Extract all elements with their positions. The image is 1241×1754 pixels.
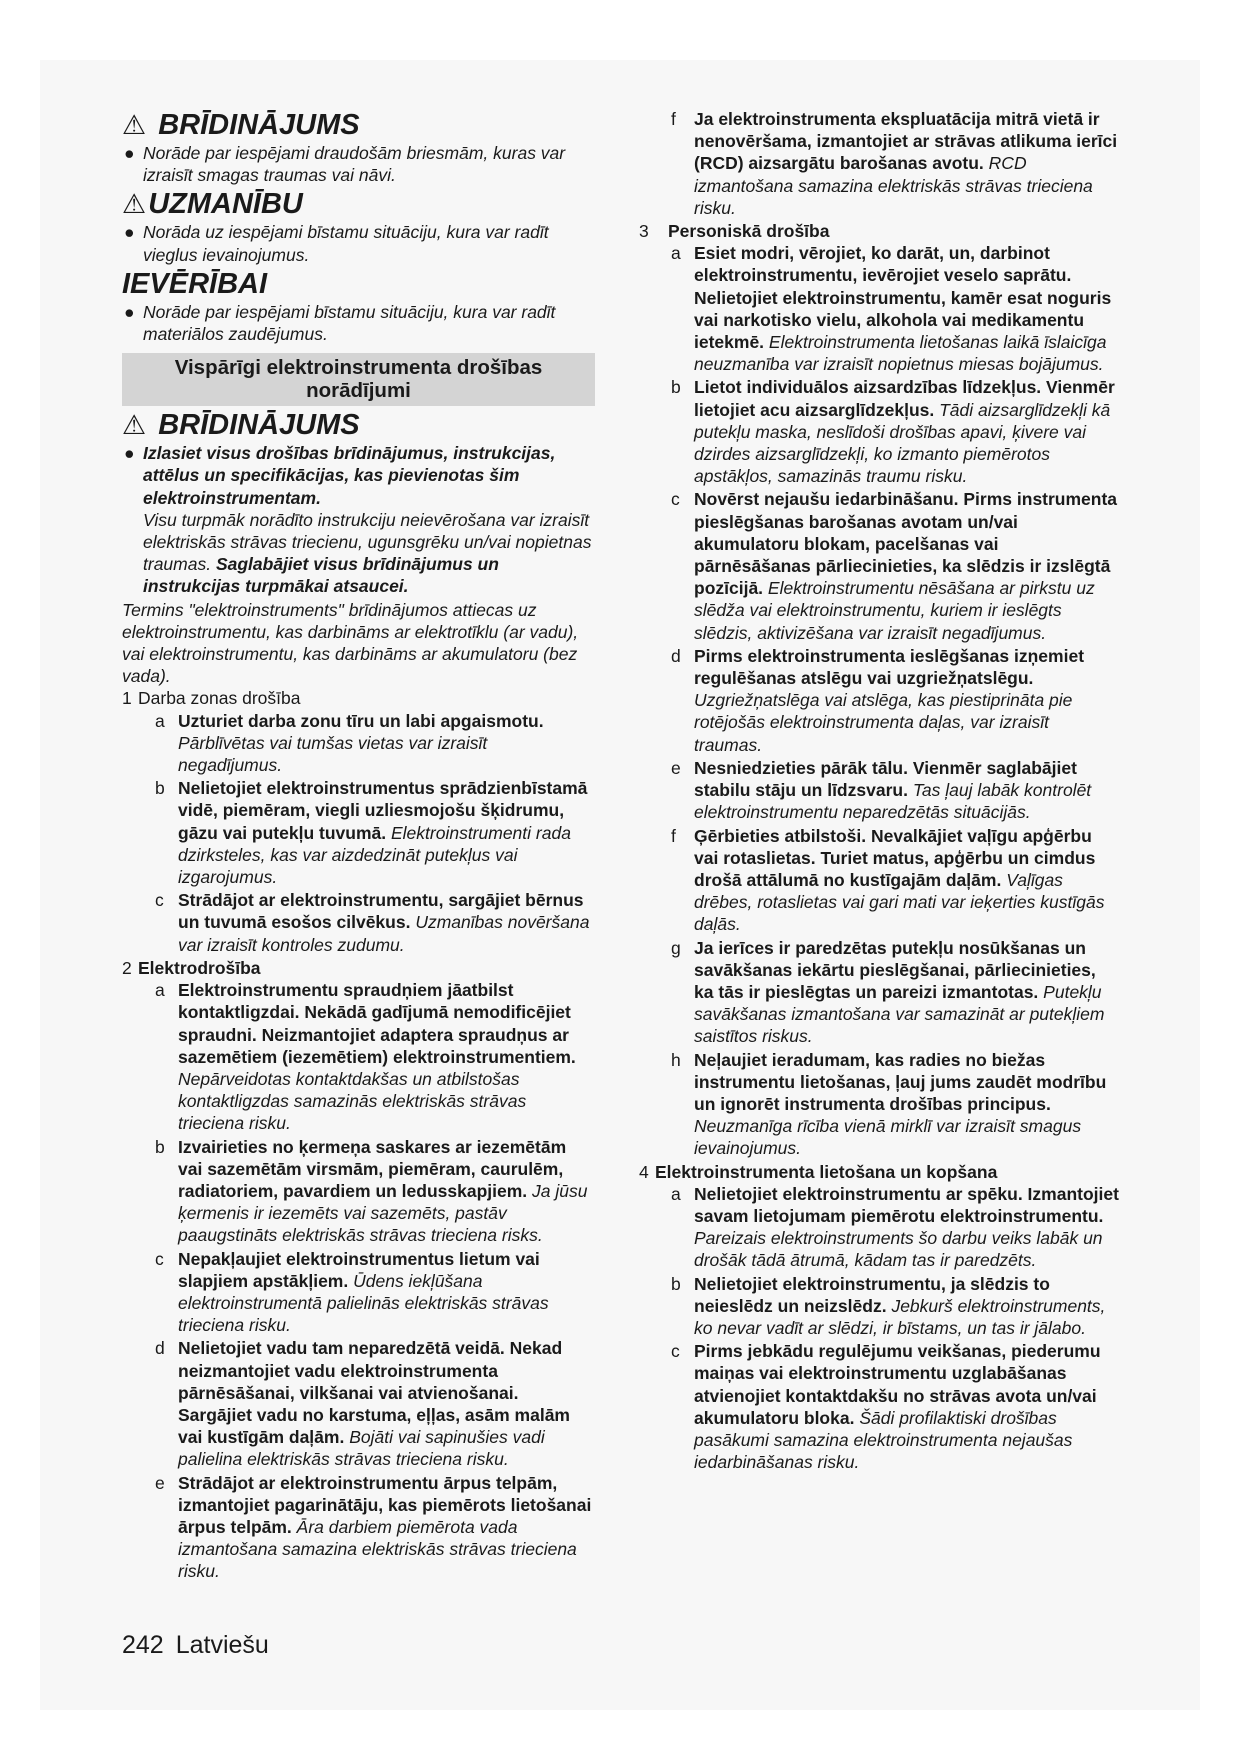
read-instructions-bullet: ● Izlasiet visus drošības brīdinājumus, instrukcijas, attēlus un specifikācijas, kas pievienotas šim elektroinstrumentam. Visu turpmāk norādīto instrukciju neievērošana var izraisīt elektriskās strāvas triecienu, ugunsgrēku un/vai nopietnas traumas. Saglabājiet visus brīdinājumus un instrukcijas turpmākai atsaucei. [124,443,592,597]
list-item: a Uzturiet darba zonu tīru un labi apgaismotu. Pārblīvētas vai tumšas vietas var izraisīt negadījumus. [155,710,544,776]
list-item: e Strādājot ar elektroinstrumentu ārpus telpām, izmantojiet pagarinātāju, kas piemērots lietošanai ārpus telpām. Āra darbiem piemērota vada izmantošana samazina elektriskās strāvas trieciena risku. [155,1472,592,1582]
section-3-items [639,242,1119,1159]
notice-heading: IEVĒRĪBAI [122,267,268,300]
list-item: c Strādājot ar elektroinstrumentu, sargājiet bērnus un tuvumā esošos cilvēkus. Uzmanības novēršana var izraisīt kontroles zudumu. [155,890,590,955]
notice-bullet: ● Norāde par iespējami bīstamu situāciju, kura var radīt materiālos zaudējumus. [124,301,556,345]
list-item: f Ja elektroinstrumenta ekspluatācija mitrā vietā ir nenovēršama, izmantojiet ar strāvas atlikuma ierīci (RCD) aizsargātu barošanas avotu. RCD izmantošana samazina elektriskās strāvas trieciena risku. [671,109,1118,218]
list-item: f Ģērbieties atbilstoši. Nevalkājiet vaļīgu apģērbu vai rotaslietas. Turiet matus, apģērbu un cimdus drošā attālumā no kustīgajām daļām. Vaļīgas drēbes, rotaslietas vai gari mati var ieķerties kustīgās daļās. [671,825,1105,935]
list-item: d Nelietojiet vadu tam neparedzētā veidā. Nekad neizmantojiet vadu elektroinstrumenta pārnēsāšanai, vilkšanai vai atvienošanai. Sargājiet vadu no karstuma, eļļas, asām malām vai kustīgām daļām. Bojāti vai sapinušies vadi palielina elektriskās strāvas trieciena risku. [155,1338,570,1470]
section-3-heading: 3 Personiskā drošība [639,221,830,242]
warning-triangle-icon: ⚠ [122,110,147,140]
section-2-heading: 2 Elektrodrošība [122,957,261,978]
list-item: g Ja ierīces ir paredzētas putekļu nosūkšanas un savākšanas iekārtu pieslēgšanai, pārliecinieties, ka tās ir pieslēgtas un pareizi izmantotas. Putekļu savākšanas izmantošana var samazināt ar putekļiem saistītos riskus. [671,937,1105,1047]
warning-heading: ⚠ BRĪDINĀJUMS [122,109,360,141]
section-1-items [122,710,595,956]
page-footer [122,1630,269,1660]
right-column [639,108,1119,1474]
list-item: h Neļaujiet ieradumam, kas radies no biežas instrumentu lietošanas, ļauj jums zaudēt modrību un ignorēt instrumenta drošības principus. Neuzmanīga rīcība vienā mirklī var izraisīt smagus ievainojumus. [671,1049,1107,1159]
list-item: a Elektroinstrumentu spraudņiem jāatbilst kontaktligzdai. Nekādā gadījumā nemodificējiet spraudni. Neizmantojiet adaptera spraudņus ar sazemētiem (iezemētiem) elektroinstrumentiem. Nepārveidotas kontaktdakšas un atbilstošas kontaktligzdas samazinās elektriskās strāvas trieciena risku. [155,980,576,1134]
list-item: e Nesniedzieties pārāk tālu. Vienmēr saglabājiet stabilu stāju un līdzsvaru. Tas ļauj labāk kontrolēt elektroinstrumentu neparedzētās situācijās. [671,757,1092,823]
warning-heading-2: ⚠ BRĪDINĀJUMS [122,409,360,442]
list-item: b Nelietojiet elektroinstrumentus sprādzienbīstamā vidē, piemēram, viegli uzliesmojošu šķidrumu, gāzu vai putekļu tuvumā. Elektroinstrumenti rada dzirksteles, kas var aizdedzināt putekļus vai izgarojumus. [155,778,588,888]
list-item: d Pirms elektroinstrumenta ieslēgšanas izņemiet regulēšanas atslēgu vai uzgriežņatslēgu. Uzgriežņatslēga vai atslēga, kas piestiprināta pie rotējošās elektroinstrumenta daļas, var izraisīt traumas. [671,645,1085,755]
list-item: b Izvairieties no ķermeņa saskares ar iezemētām vai sazemētām virsmām, piemēram, caurulēm, radiatoriem, pavardiem un ledusskapjiem. Ja jūsu ķermenis ir iezemēts vai sazemēts, pastāv paaugstināts elektriskās strāvas trieciena risks. [155,1136,588,1246]
list-item: a Nelietojiet elektroinstrumentu ar spēku. Izmantojiet savam lietojumam piemērotu elektroinstrumentu. Pareizais elektroinstruments šo darbu veiks labāk un drošāk tādā ātrumā, kādam tas ir paredzēts. [671,1183,1119,1271]
section-2-items [122,979,595,1582]
list-item: b Lietot individuālos aizsardzības līdzekļus. Vienmēr lietojiet acu aizsarglīdzekļus. Tādi aizsarglīdzekļi kā putekļu maska, neslīdoši drošības apavi, ķivere vai dzirdes aizsarglīdzekļi, ko izmanto piemērotos apstākļos, samazinās traumu risku. [671,377,1115,487]
footer-language: Latviešu [175,1631,269,1659]
left-column [122,108,595,1584]
list-item: c Novērst nejaušu iedarbināšanu. Pirms instrumenta pieslēgšanas barošanas avotam un/vai akumulatoru blokam, pacelšanas vai pārnēsāšanas pārliecinieties, ka slēdzis ir izslēgtā pozīcijā. Elektroinstrumentu nēsāšana ar pirkstu uz slēdža vai elektroinstrumentu, kuriem ir ieslēgts slēdzis, aktivizēšana var izraisīt negadījumus. [671,489,1118,643]
section-1-heading: 1 Darba zonas drošība [122,688,301,709]
warning-bullet: ● Norāde par iespējami draudošām briesmām, kuras var izraisīt smagas traumas vai nāvi. [124,143,566,186]
list-item: c Nepakļaujiet elektroinstrumentus lietum vai slapjiem apstākļiem. Ūdens iekļūšana elektroinstrumentā palielinās elektriskās strāvas trieciena risku. [155,1248,549,1336]
caution-bullet: ● Norāda uz iespējami bīstamu situāciju, kura var radīt vieglus ievainojumus. [124,222,549,265]
section-4-items [639,1183,1119,1474]
caution-heading: ⚠UZMANĪBU [122,188,303,221]
warning-triangle-icon: ⚠ [122,410,147,441]
warning-triangle-icon: ⚠ [122,189,147,220]
section-4-heading: 4 Elektroinstrumenta lietošana un kopšana [639,1161,998,1182]
list-item: a Esiet modri, vērojiet, ko darāt, un, darbinot elektroinstrumentu, ievērojiet veselo saprātu. Nelietojiet elektroinstrumentu, kamēr esat noguris vai narkotisko vielu, alkohola vai medikamentu ietekmē. Elektroinstrumenta lietošanas laikā īslaicīga neuzmanība var izraisīt nopietnus miesas bojājumus. [671,243,1112,375]
intro-paragraph: Termins "elektroinstruments" brīdinājumos attiecas uz elektroinstrumentu, kas darbināms ar elektrotīklu (ar vadu), vai elektroinstrumentu, kas darbināms ar akumulatoru (bez vada). [122,599,579,687]
list-item: b Nelietojiet elektroinstrumentu, ja slēdzis to neieslēdz un neizslēdz. Jebkurš elektroinstruments, ko nevar vadīt ar slēdzi, ir bīstams, un tas ir jālabo. [671,1273,1106,1338]
list-item: c Pirms jebkādu regulējumu veikšanas, piederumu maiņas vai elektroinstrumentu uzglabāšanas atvienojiet kontaktdakšu no strāvas avota un/vai akumulatoru bloka. Šādi profilaktiski drošības pasākumi samazina elektroinstrumenta nejaušas iedarbināšanas risku. [671,1341,1101,1473]
section-title-box: Vispārīgi elektroinstrumenta drošības norādījumi [122,353,595,406]
page-number: 242 [122,1631,164,1659]
